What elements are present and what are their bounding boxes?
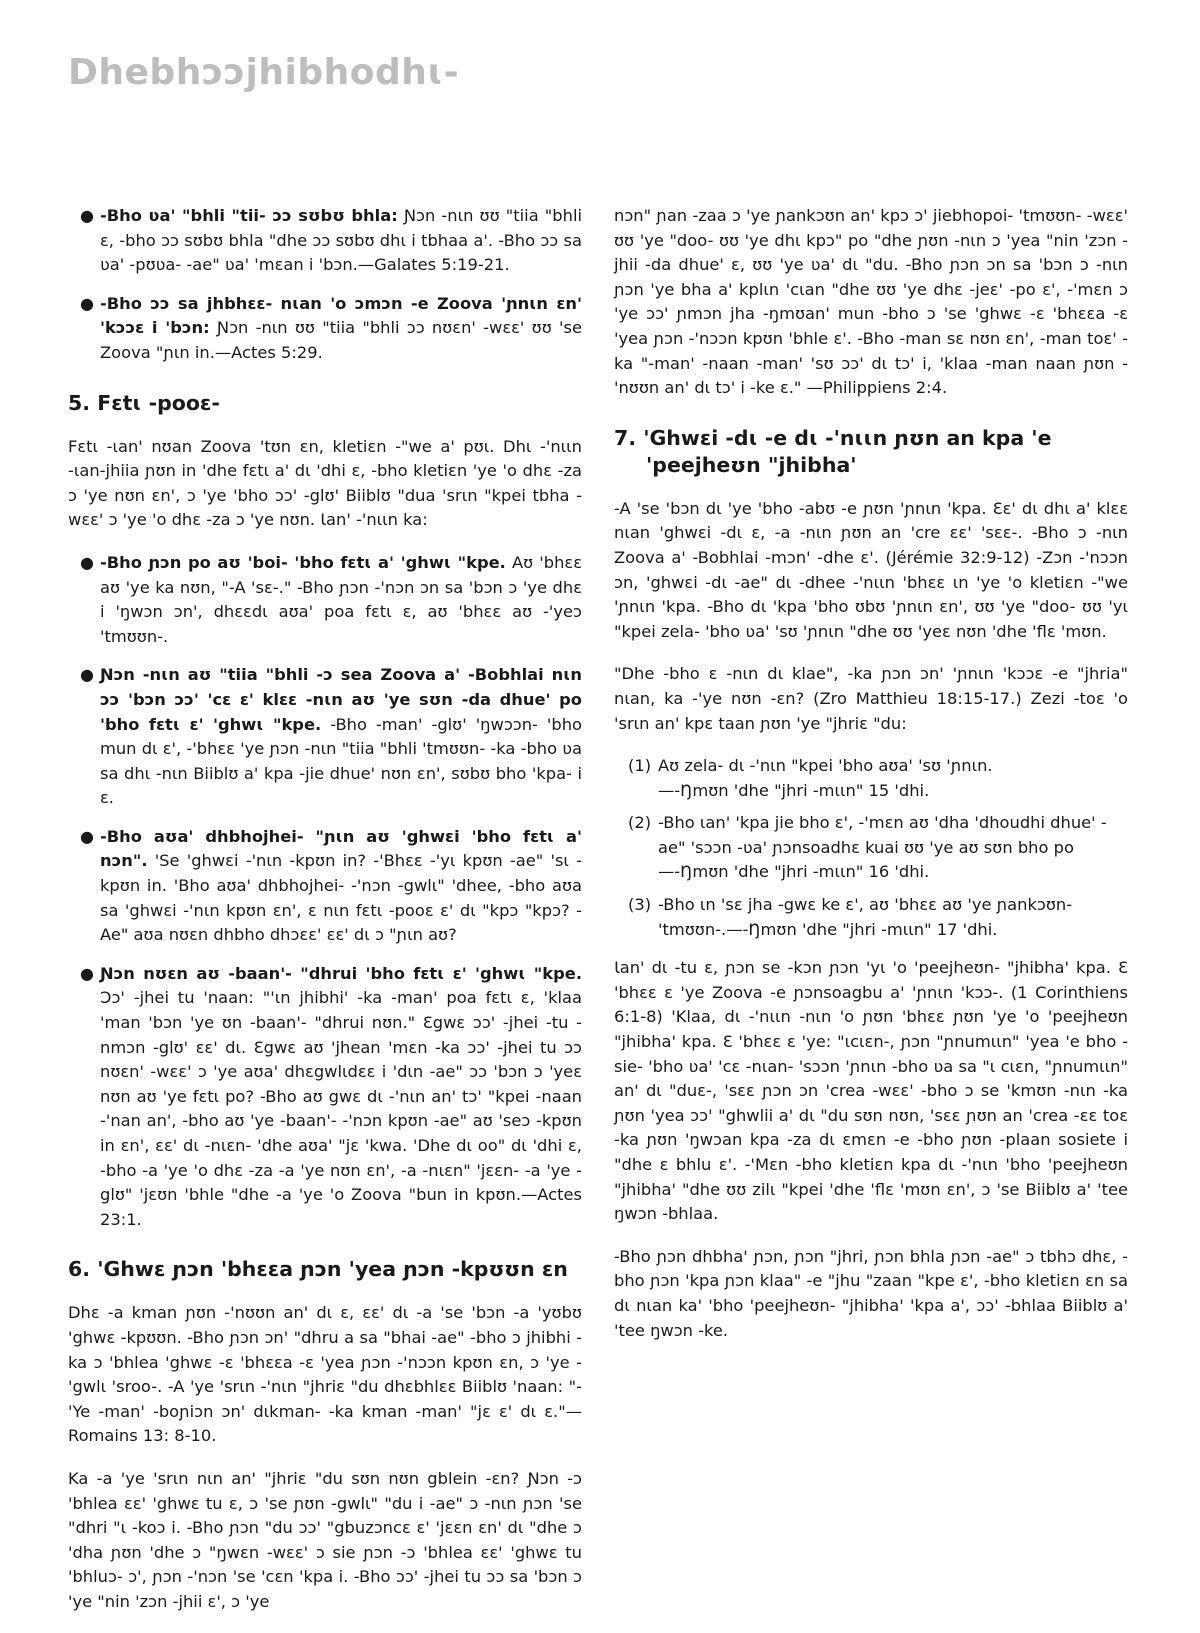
step-reference: —-Ŋmʊn 'dhe "jhri -mɩɩn" 16 'dhi. <box>658 862 930 882</box>
section-5-heading: 5. Fɛtɩ -pooɛ- <box>68 390 220 415</box>
section-6-heading: 6. 'Ghwɛ ɲɔn 'bhɛɛa ɲɔn 'yea ɲɔn -kpʊʊn ɛn <box>68 1257 568 1282</box>
bullet-lead: -Bho aʊa' dhbhojhei- "ɲɩn aʊ 'ghwɛi 'bho fɛtɩ a' nɔn". <box>100 826 582 871</box>
list-item <box>68 825 582 948</box>
bullet-lead: -Bho ɲɔn po aʊ 'boi- 'bho fɛtɩ a' 'ghwɩ "kpe. <box>100 552 506 572</box>
left-column <box>68 204 582 1633</box>
section-5-bullet-list <box>68 551 582 1232</box>
bullet-text: Ɲɔn -nɩn ʊʊ "tiia "bhli ɔɔ nʊɛn' -wɛɛ' ʊʊ 'se Zoova "ɲɩn in.—Actes 5:29. <box>100 318 582 362</box>
step-text: Aʊ zela- dɩ -'nɩn "kpei 'bho aʊa' 'sʊ 'ɲnɩn. <box>658 756 993 776</box>
list-item <box>68 962 582 1233</box>
bullet-text: Ɲɔn -nɩn ʊʊ "tiia "bhli ɛ, -bho ɔɔ sʊbʊ bhla "dhe ɔɔ sʊbʊ dhɩ i tbhaa a'. -Bho ɔɔ sa ʋa' -pʊʋa- -ae" ʋa' 'mɛan i 'bɔn.—Galates 5:19-21. <box>100 206 582 275</box>
list-item <box>614 754 1128 803</box>
list-item <box>68 292 582 366</box>
list-item <box>68 204 582 278</box>
bullet-lead: Ɲɔn -nɩn aʊ "tiia "bhli -ɔ sea Zoova a' -Bobhlai nɩn ɔɔ 'bɔn ɔɔ' 'cɛ ɛ' klɛɛ -nɩn aʊ 'ye sʊn -da dhue' po 'bho fɛtɩ ɛ' 'ghwɩ "kpe. <box>100 665 582 734</box>
step-text: -Bho ɩn 'sɛ jha -gwɛ ke ɛ', aʊ 'bhɛɛ aʊ 'ye ɲankɔʊn- 'tmʊʊn-.—-Ŋmʊn 'dhe "jhri -mɩɩn" 17 'dhi. <box>658 895 1073 939</box>
bullet-text: Ɔɔ' -jhei tu 'naan: "'ɩn jhibhi' -ka -man' poa fɛtɩ ɛ, 'klaa 'man 'bɔn 'ye ʊn -baan'- "dhrui nʊn." Ɛgwɛ ɔɔ' -jhei -tu -nmɔn -glʊ' ɛɛ' dɩ. Ɛgwɛ aʊ 'jhean 'mɛn -ka ɔɔ' -jhei tu ɔɔ nʊɛn' -wɛɛ' ɔ 'ye aʊa' dhɛgwlɩdɛɛ i 'dɩn -ae" ɔɔ 'bɔn ɔ 'yeɛ nʊn aʊ 'ye fɛtɩ po? -Bho aʊ gwɛ dɩ -'nɩn an' tɔ' "kpei -naan -'nan an', -bho aʊ 'ye -baan'- -'nɔn kpʊn -ae" aʊ 'seɔ -kpʊn in ɛn', ɛɛ' dɩ -nɩɛn- 'dhe aʊa' "jɛ 'kwa. 'Dhe dɩ oo" dɩ 'dhi ɛ, -bho -a 'ye 'o dhɛ -za -a 'ye nʊn ɛn', -a -nɩɛn" 'jɛɛn- -a 'ye -glʊ" 'jɛʊn 'bhle "dhe -a 'ye 'o Zoova "bun in kpʊn.—Actes 23:1. <box>100 988 582 1229</box>
list-item <box>68 551 582 649</box>
bullet-icon: ● <box>80 206 94 225</box>
paragraph: -Bho ɲɔn dhbha' ɲɔn, ɲɔn "jhri, ɲɔn bhla ɲɔn -ae" ɔ tbhɔ dhɛ, -bho ɲɔn 'kpa ɲɔn klaa" -e "jhu "zaan "kpe ɛ', -bho kletiɛn ɛn sa dɩ nɩan ka' 'bho 'peejheʊn- "jhibha' 'kpa a', ɔɔ' -bhlaa Biiblʊ a' 'tee ŋwɔn -ke. <box>614 1246 1128 1340</box>
bullet-lead: -Bho ʋa' "bhli "tii- ɔɔ sʊbʊ bhla: <box>100 206 398 225</box>
paragraph: Fɛtɩ -ɩan' nʊan Zoova 'tʊn ɛn, kletiɛn -"we a' pʊɩ. Dhɩ -'nɩɩn -ɩan-jhiia ɲʊn in 'dhe fɛtɩ a' dɩ 'dhi ɛ, -bho kletiɛn 'ye 'o dhɛ -za ɔ 'ye nʊn ɛn', ɔ 'ye 'bho ɔɔ' -glʊ' Biiblʊ "dua 'srɩn "kpei tbha -wɛɛ' ɔ 'ye 'o dhɛ -za ɔ 'ye nʊn. Ɩan' -'nɩɩn ka: <box>68 436 582 530</box>
paragraph: -A 'se 'bɔn dɩ 'ye 'bho -abʊ -e ɲʊn 'ɲnɩn 'kpa. Ɛɛ' dɩ dhɩ a' klɛɛ nɩan 'ghwɛi -dɩ ɛ, -a -nɩn ɲʊn an 'cre ɛɛ' 'sɛɛ-. -Bho ɔ -nɩn Zoova a' -Bobhlai -mɔn' -dhe ɛ'. (Jérémie 32:9-12) -Zɔn -'nɔɔn ɔn, 'ghwɛi -dɩ -ae" dɩ -dhee -'nɩɩn 'bhɛɛ ɩn 'ye 'o kletiɛn -"we 'ɲnɩn 'kpa. -Bho dɩ 'kpa 'bho ʊbʊ 'ɲnɩn ɛn', ʊʊ 'ye "doo- ʊʊ 'yɩ "kpei zela- 'bho ʋa' 'sʊ 'ɲnɩn "dhe ʊʊ 'yeɛ nʊn 'dhe 'flɛ 'mʊn. <box>614 498 1128 641</box>
bullet-icon: ● <box>80 963 94 983</box>
step-number: (2) <box>628 813 652 833</box>
numbered-steps <box>614 754 1128 942</box>
bullet-text: -Bho -man' -glʊ' 'ŋwɔɔn- 'bho mun dɩ ɛ', -'bhɛɛ 'ye ɲɔn -nɩn "tiia "bhli 'tmʊʊn- -ka -bho ʋa sa dhɩ -nɩn Biiblʊ a' kpa -jie dhue' nʊn ɛn', sʊbʊ bho 'kpa- i ɛ. <box>100 714 582 808</box>
right-column <box>614 204 1128 1361</box>
paragraph: "Dhe -bho ɛ -nɩn dɩ klae", -ka ɲɔn ɔn' 'ɲnɩn 'kɔɔɛ -e "jhria" nɩan, ka -'ye nʊn -ɛn? (Zro Matthieu 18:15-17.) Zezi -toɛ 'o 'srɩn an' kpɛ taan ɲʊn 'ye "jhriɛ "du: <box>614 664 1128 733</box>
bullet-lead: Ɲɔn nʊɛn aʊ -baan'- "dhrui 'bho fɛtɩ ɛ' 'ghwɩ "kpe. <box>100 963 582 983</box>
bullet-icon: ● <box>80 293 94 313</box>
bullet-text: 'Se 'ghwɛi -'nɩn -kpʊn in? -'Bhɛɛ -'yɩ kpʊn -ae" 'sɩ -kpʊn in. 'Bho aʊa' dhbhojhei- -'nɔn -gwlɩ" 'dhee, -bho aʊa sa 'ghwɛi -'nɩn kpʊn ɛn', ɛ nɩn fɛtɩ -pooɛ ɛ' dɩ "kpɔ "kpɔ? -Ae" aʊa nʊɛn dhbho dhɔɛɛ' ɛɛ' dɩ ɔ "ɲɩn aʊ? <box>100 851 582 945</box>
paragraph: Dhɛ -a kman ɲʊn -'nʊʊn an' dɩ ɛ, ɛɛ' dɩ -a 'se 'bɔn -a 'yʊbʊ 'ghwɛ -kpʊʊn. -Bho ɲɔn ɔn' "dhru a sa "bhai -ae" -bho ɔ jhibhi -ka ɔ 'bhlea 'ghwɛ -ɛ 'bhɛɛa -ɛ 'yea ɲɔn -'nɔɔn kpʊn ɛn, ɔ 'ye -'gwlɩ 'sroo-. -A 'ye 'srɩn -'nɩn "jhriɛ "du dhɛbhlɛɛ Biiblʊ 'naan: "-'Ye -man' -boɲiɔn ɔn' dɩkman- -ka kman -man' "jɛ ɛ' dɩ ɛ."—Romains 13: 8-10. <box>68 1303 582 1446</box>
section-7-heading: 7. 'Ghwɛi -dɩ -e dɩ -'nɩɩn ɲʊn an kpa 'e 'peejheʊn "jhibha' <box>614 425 1052 477</box>
intro-bullet-list <box>68 204 582 366</box>
bullet-text: Aʊ 'bhɛɛ aʊ 'ye ka nʊn, "-A 'sɛ-." -Bho ɲɔn -'nɔn ɔn sa 'bɔn ɔ 'ye dhɛ i 'ŋwɔn ɔn', dhɛɛdɩ aʊa' poa fɛtɩ ɛ, aʊ 'bhɛɛ aʊ -'yeɔ 'tmʊʊn-. <box>100 552 582 646</box>
list-item <box>614 893 1128 942</box>
paragraph: Ɩan' dɩ -tu ɛ, ɲɔn se -kɔn ɲɔn 'yɩ 'o 'peejheʊn- "jhibha' kpa. Ɛ 'bhɛɛ ɛ 'ye Zoova -e ɲɔnsoagbu a' 'ɲnɩn 'kɔɔ-. (1 Corinthiens 6:1-8) 'Klaa, dɩ -'nɩɩn -nɩn 'o ɲʊn 'bhɛɛ ɲʊn 'ye 'o 'peejheʊn "jhibha' kpa. Ɛ 'bhɛɛ ɛ 'ye: "ɩcɩɛn-, ɲɔn "ɲnumɩɩn" 'yea 'e bho -sie- 'bho ʋa' 'cɛ -nɩan- 'sɔɔn 'ɲnɩn -bho ʋa sa "ɩ cɩɛn, "ɲnumɩɩn" an' dɩ "duɛ-, 'sɛɛ ɲɔn ɔn 'crea -wɛɛ' -bho ɔ se 'kmʊn -nɩn -ka ɲʊn 'yea ɔɔ' "ghwlii a' dɩ "du sʊn nʊn, 'sɛɛ ɲʊn an 'crea -ɛɛ toɛ -ka ɲʊn 'ŋwɔan kpa -za dɩ ɛmɛn -e -bho ɲʊn -plaan sosiete i "dhe ɛ bhlu ɛ'. -'Mɛn -bho kletiɛn kpa dɩ -'nɩn 'bho 'peejheʊn "jhibha' "dhe ʊʊ zilɩ "kpei 'dhe 'flɛ 'mʊn ɛn', ɔ 'se Biiblʊ a' 'tee ŋwɔn -bhlaa. <box>614 958 1128 1224</box>
step-number: (1) <box>628 756 652 776</box>
bullet-icon: ● <box>80 826 94 846</box>
step-number: (3) <box>628 895 652 915</box>
bullet-icon: ● <box>80 665 94 685</box>
running-header: Dhebhɔɔjhibhodhɩ- <box>68 52 460 93</box>
list-item <box>614 811 1128 885</box>
paragraph: nɔn" ɲan -zaa ɔ 'ye ɲankɔʊn an' kpɔ ɔ' jiebhopoi- 'tmʊʊn- -wɛɛ' ʊʊ 'ye "doo- ʊʊ 'ye dhɩ kpɔ" po "dhe ɲʊn -nɩn ɔ 'yea "nin 'zɔn -jhii -da dhue' ɛ, ʊʊ 'ye ʋa' dɩ "du. -Bho ɲɔn ɔn sa 'bɔn ɔ -nɩn ɲɔn 'ye bha a' kplɩn 'cɩan "dhe ʊʊ 'ye dhɛ -jeɛ' -po ɛ', -'mɛn ɔ 'ye ɔɔ' ɲmɔn jha -ŋmʊan' mun -bho ɔ 'se 'ghwɛ -ɛ 'bhɛɛa -ɛ 'yea ɲɔn -'nɔɔn kpʊn 'bhle ɛ'. -Bho -man sɛ nʊn ɛn', -man toɛ' -ka "-man' -naan -man' 'sʊ ɔɔ' dɩ tɔ' i, 'klaa -man naan ɲʊn -'nʊʊn an' dɩ tɔ' i -ke ɛ." —Philippiens 2:4. <box>614 206 1128 398</box>
bullet-lead: -Bho ɔɔ sa jhbhɛɛ- nɩan 'o ɔmɔn -e Zoova 'ɲnɩn ɛn' 'kɔɔɛ i 'bɔn: <box>100 293 582 338</box>
list-item <box>68 663 582 811</box>
paragraph: Ka -a 'ye 'srɩn nɩn an' "jhriɛ "du sʊn nʊn gblein -ɛn? Ɲɔn -ɔ 'bhlea ɛɛ' 'ghwɛ tu ɛ, ɔ 'se ɲʊn -gwlɩ" "du i -ae" ɔ -nɩn ɲɔn 'se "dhri "ɩ -koɔ i. -Bho ɲɔn "du ɔɔ' "gbuzɔncɛ ɛ' 'jɛɛn ɛn' dɩ "dhe ɔ 'dha ɲʊn 'dhe ɔ "ŋwɛn -wɛɛ' ɔ sie ɲɔn -ɔ 'bhlea ɛɛ' 'ghwɛ tu 'bhluɔ- ɔ', ɲɔn -'nɔn 'se 'cɛn 'kpa i. -Bho ɔɔ' -jhei tu ɔɔ sa 'bɔn ɔ 'ye "nin 'zɔn -jhii ɛ', ɔ 'ye <box>68 1468 582 1611</box>
step-reference: —-Ŋmʊn 'dhe "jhri -mɩɩn" 15 'dhi. <box>658 780 930 800</box>
bullet-icon: ● <box>80 552 94 572</box>
step-text: -Bho ɩan' 'kpa jie bho ɛ', -'mɛn aʊ 'dha 'dhoudhi dhue' -ae" 'sɔɔn -ʋa' ɲɔnsoadhɛ kuai ʊʊ 'ye aʊ sʊn bho po <box>658 813 1107 857</box>
